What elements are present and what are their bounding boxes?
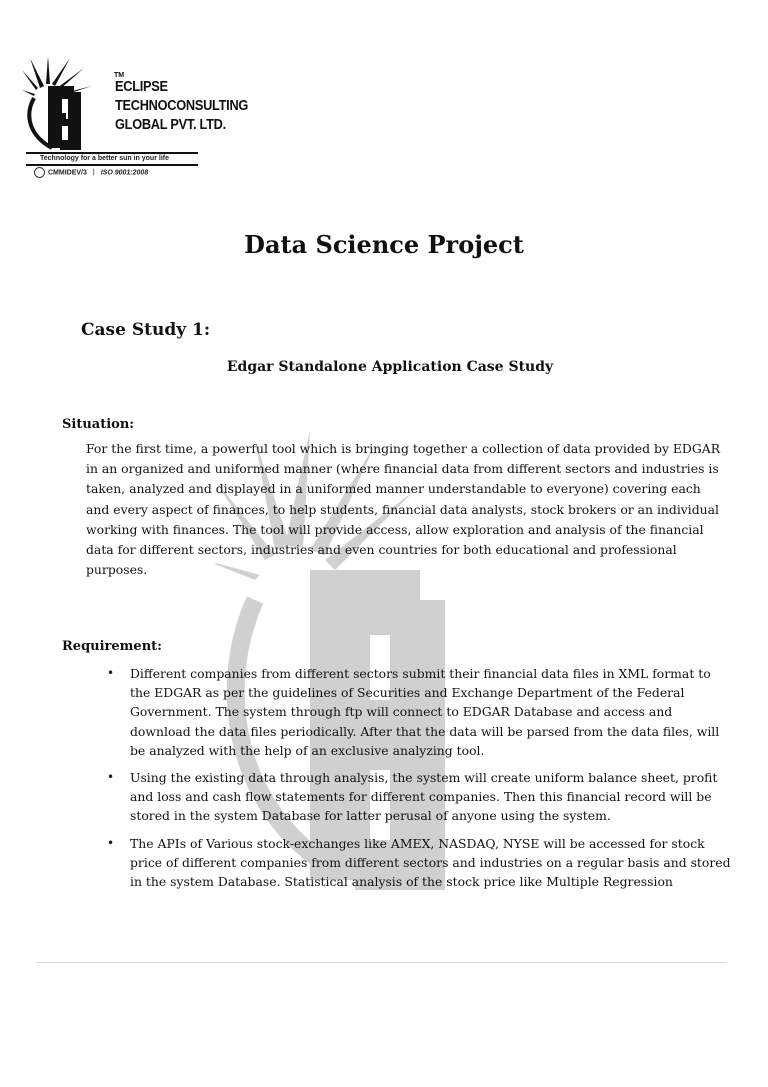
logo-rule-top — [26, 152, 198, 154]
list-item-text: The APIs of Various stock-exchanges like AMEX, NASDAQ, NYSE will be accessed for stock price of different companies from different sectors and industries on a regular basis and stored in the system Database. Statistical analysis of the stock price like Multiple Regression — [130, 835, 731, 890]
logo-rule-bottom — [26, 164, 198, 166]
iso-label: ISO 9001:2008 — [100, 169, 149, 177]
requirement-heading: Requirement: — [62, 639, 162, 654]
logo-company-line1: ECLIPSE — [115, 79, 168, 95]
bullet-icon: • — [107, 666, 115, 680]
list-item-text: Different companies from different sectors submit their financial data files in XML format to the EDGAR as per the guidelines of Securities and Exchange Department of the Federal Government. The system through ftp will connect to EDGAR Database and access and download the data files periodically. After that the data will be parsed from the data files, will be analyzed with the help of an exclusive analyzing tool. — [130, 666, 720, 758]
situation-heading: Situation: — [62, 417, 135, 432]
cert-separator: | — [92, 169, 95, 177]
eclipse-logo-icon — [22, 56, 114, 152]
requirement-list — [100, 664, 732, 899]
case-study-subtitle: Edgar Standalone Application Case Study — [226, 359, 554, 375]
bullet-icon: • — [107, 835, 115, 850]
bullet-icon: • — [107, 770, 115, 785]
logo-certifications — [34, 167, 148, 178]
list-item — [100, 768, 732, 826]
logo-tagline: Technology for a better sun in your life — [40, 155, 169, 162]
trademark-mark: TM — [114, 72, 125, 79]
cmmi-badge-icon — [34, 167, 45, 178]
page-divider — [36, 962, 726, 963]
logo-company-line3: GLOBAL PVT. LTD. — [115, 117, 226, 133]
logo-company-line2: TECHNOCONSULTING — [115, 98, 249, 114]
list-item-text: Using the existing data through analysis, the system will create uniform balance sheet, profit and loss and cash flow statements for different companies. Then this financial record will be stored in the system Database for latter perusal of anyone using the system. — [130, 770, 718, 824]
page-title: Data Science Project — [244, 230, 524, 259]
list-item — [100, 834, 732, 892]
cmmi-label: CMMIDEV/3 — [48, 169, 87, 177]
list-item — [100, 664, 732, 760]
company-logo — [22, 56, 249, 181]
situation-paragraph: For the first time, a powerful tool which is bringing together a collection of data provided by EDGAR in an organized and uniformed manner (where financial data from different sectors and industries is taken, analyzed and displayed in a uniformed manner understandable to everyone) covering each and every aspect of finances, to help students, financial data analysts, stock brokers or an individual working with finances. The tool will provide access, allow exploration and analysis of the financial data for different sectors, industries and even countries for both educational and professional purposes. — [86, 441, 721, 578]
case-study-label: Case Study 1: — [81, 320, 211, 340]
